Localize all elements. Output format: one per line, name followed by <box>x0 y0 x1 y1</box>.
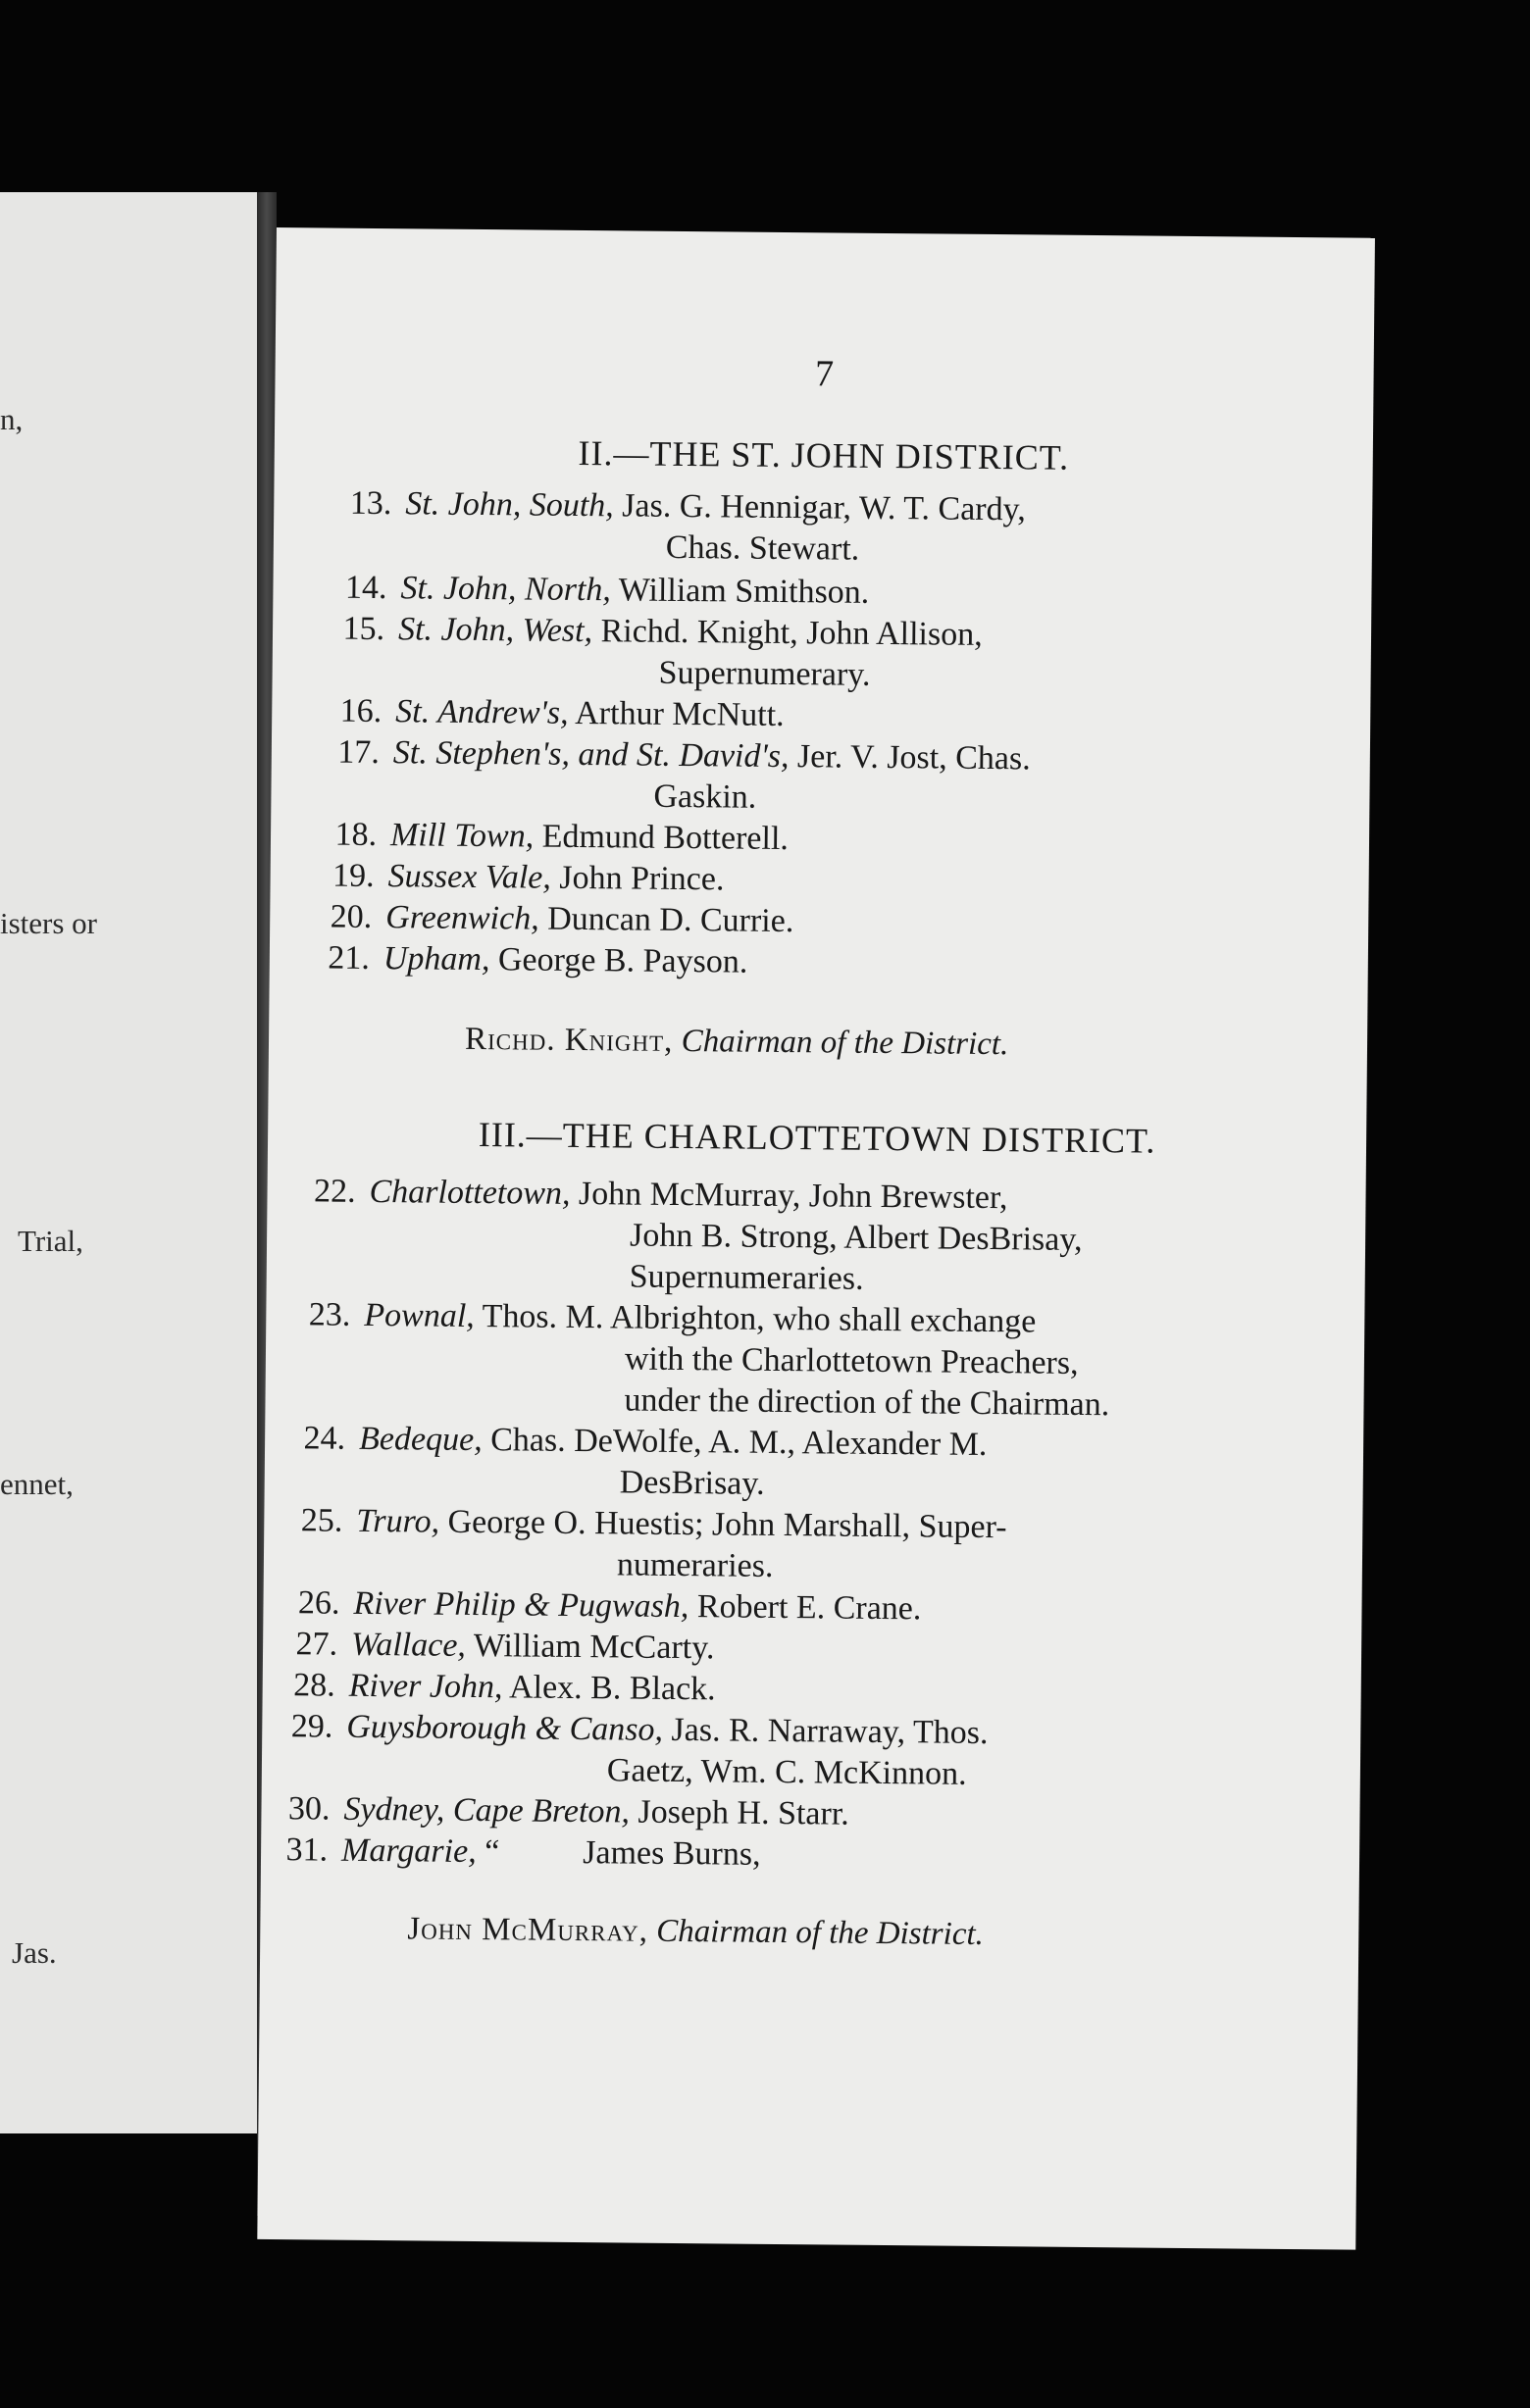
chairman-title: Chairman of the District. <box>681 1024 1009 1063</box>
continuation-line: under the direction of the Chairman. <box>624 1381 1110 1424</box>
entry-number: 13. <box>349 484 392 523</box>
preachers: Robert E. Crane. <box>696 1588 922 1628</box>
list-item <box>320 571 869 609</box>
chairman-name: John McMurray, <box>407 1911 649 1949</box>
entry-number: 22. <box>313 1173 356 1210</box>
continuation-line: DesBrisay. <box>619 1464 765 1502</box>
station-name: Guysborough & Canso, <box>346 1708 664 1748</box>
list-item <box>263 1792 849 1831</box>
entry-number: 25. <box>300 1502 343 1539</box>
continuation-line: John B. Strong, Albert DesBrisay, <box>629 1217 1083 1258</box>
list-item <box>303 941 748 978</box>
entry-number: 18. <box>334 816 378 854</box>
preachers: William Smithson. <box>618 572 870 611</box>
preachers: John McMurray, John Brewster, <box>578 1176 1008 1217</box>
list-item <box>273 1586 921 1626</box>
list-item <box>305 900 793 938</box>
district-heading: II.—THE ST. JOHN DISTRICT. <box>578 432 1070 477</box>
preachers: Chas. DeWolfe, A. M., Alexander M. <box>490 1422 988 1464</box>
station-name: Upham, <box>382 940 490 978</box>
preachers: “ James Burns, <box>484 1833 761 1873</box>
left-text-fragment: isters or <box>0 906 98 940</box>
entry-number: 29. <box>290 1708 333 1745</box>
entry-number: 24. <box>303 1420 346 1457</box>
entry-number: 23. <box>308 1296 351 1333</box>
station-name: Charlottetown, <box>369 1173 571 1212</box>
preachers: Jas. G. Hennigar, W. T. Cardy, <box>622 487 1027 528</box>
preachers: Edmund Botterell. <box>541 818 790 858</box>
station-name: River John, <box>348 1667 503 1706</box>
station-name: Wallace, <box>350 1626 467 1664</box>
list-item <box>310 818 789 856</box>
preachers: George O. Huestis; John Marshall, Super- <box>447 1503 1007 1546</box>
entry-number: 20. <box>330 898 373 935</box>
preachers: William McCarty. <box>473 1627 715 1667</box>
entry-number: 19. <box>332 857 375 894</box>
entry-number: 27. <box>295 1626 338 1663</box>
continuation-line: Gaskin. <box>653 778 757 816</box>
entry-number: 31. <box>285 1831 329 1869</box>
preachers: George B. Payson. <box>497 941 748 980</box>
station-name: St. Andrew's, <box>395 693 569 731</box>
station-name: Truro, <box>356 1502 440 1540</box>
left-text-fragment: ennet, <box>0 1467 74 1501</box>
entry-number: 14. <box>344 569 387 607</box>
list-item <box>315 694 785 732</box>
continuation-line: Chas. Stewart. <box>665 528 860 568</box>
entry-number: 26. <box>297 1584 340 1622</box>
list-item <box>261 1833 761 1872</box>
station-name: Sussex Vale, <box>387 858 552 896</box>
station-name: St. Stephen's, and St. David's, <box>392 734 790 776</box>
list-item <box>288 1175 1007 1215</box>
page-number: 7 <box>814 353 835 395</box>
preachers: Arthur McNutt. <box>575 694 785 733</box>
entry-number: 17. <box>337 733 381 772</box>
chairman-name: Richd. Knight, <box>464 1021 674 1059</box>
left-text-fragment: Jas. <box>12 1935 57 1970</box>
station-name: River Philip & Pugwash, <box>353 1584 689 1626</box>
list-item <box>269 1669 716 1706</box>
list-item <box>279 1422 988 1462</box>
left-page-fragment <box>0 192 257 2133</box>
list-item <box>283 1298 1036 1338</box>
list-item <box>271 1628 715 1665</box>
continuation-line: Gaetz, Wm. C. McKinnon. <box>606 1752 967 1792</box>
station-name: Sydney, Cape Breton, <box>343 1790 631 1831</box>
chairman-signature <box>465 1022 1009 1063</box>
station-name: St. John, North, <box>400 570 612 609</box>
preachers: Joseph H. Starr. <box>638 1793 849 1832</box>
list-item <box>318 612 983 652</box>
continuation-line: numeraries. <box>616 1546 774 1584</box>
station-name: Mill Town, <box>389 817 535 855</box>
continuation-line: Supernumeraries. <box>629 1258 864 1297</box>
preachers: Thos. M. Albrighton, who shall exchange <box>482 1298 1037 1340</box>
entry-number: 15. <box>342 610 385 648</box>
station-name: St. John, South, <box>405 485 614 525</box>
entry-number: 21. <box>328 939 371 977</box>
preachers: Jer. V. Jost, Chas. <box>796 738 1031 778</box>
list-item <box>313 735 1031 776</box>
preachers: Richd. Knight, John Allison, <box>600 613 983 653</box>
list-item <box>325 486 1026 527</box>
chairman-signature <box>407 1911 984 1953</box>
chairman-title: Chairman of the District. <box>656 1913 985 1952</box>
preachers: Duncan D. Currie. <box>546 900 794 940</box>
continuation-line: with the Charlottetown Preachers, <box>624 1340 1079 1381</box>
preachers: John Prince. <box>559 859 725 898</box>
station-name: Bedeque, <box>358 1420 483 1459</box>
district-heading: III.—THE CHARLOTTETOWN DISTRICT. <box>478 1115 1156 1161</box>
continuation-line: Supernumerary. <box>658 654 871 693</box>
station-name: St. John, West, <box>397 611 593 650</box>
entry-number: 28. <box>293 1667 335 1704</box>
left-text-fragment: n, <box>0 402 24 436</box>
page <box>257 227 1375 2250</box>
station-name: Margarie, <box>340 1831 477 1871</box>
entry-number: 16. <box>339 692 382 730</box>
preachers: Alex. B. Black. <box>508 1669 716 1708</box>
list-item <box>276 1504 1007 1544</box>
left-text-fragment: Trial, <box>18 1224 83 1258</box>
list-item <box>266 1710 988 1750</box>
preachers: Jas. R. Narraway, Thos. <box>671 1711 989 1752</box>
station-name: Pownal, <box>364 1296 475 1334</box>
entry-number: 30. <box>287 1790 331 1828</box>
station-name: Greenwich, <box>385 899 539 937</box>
list-item <box>307 859 724 896</box>
